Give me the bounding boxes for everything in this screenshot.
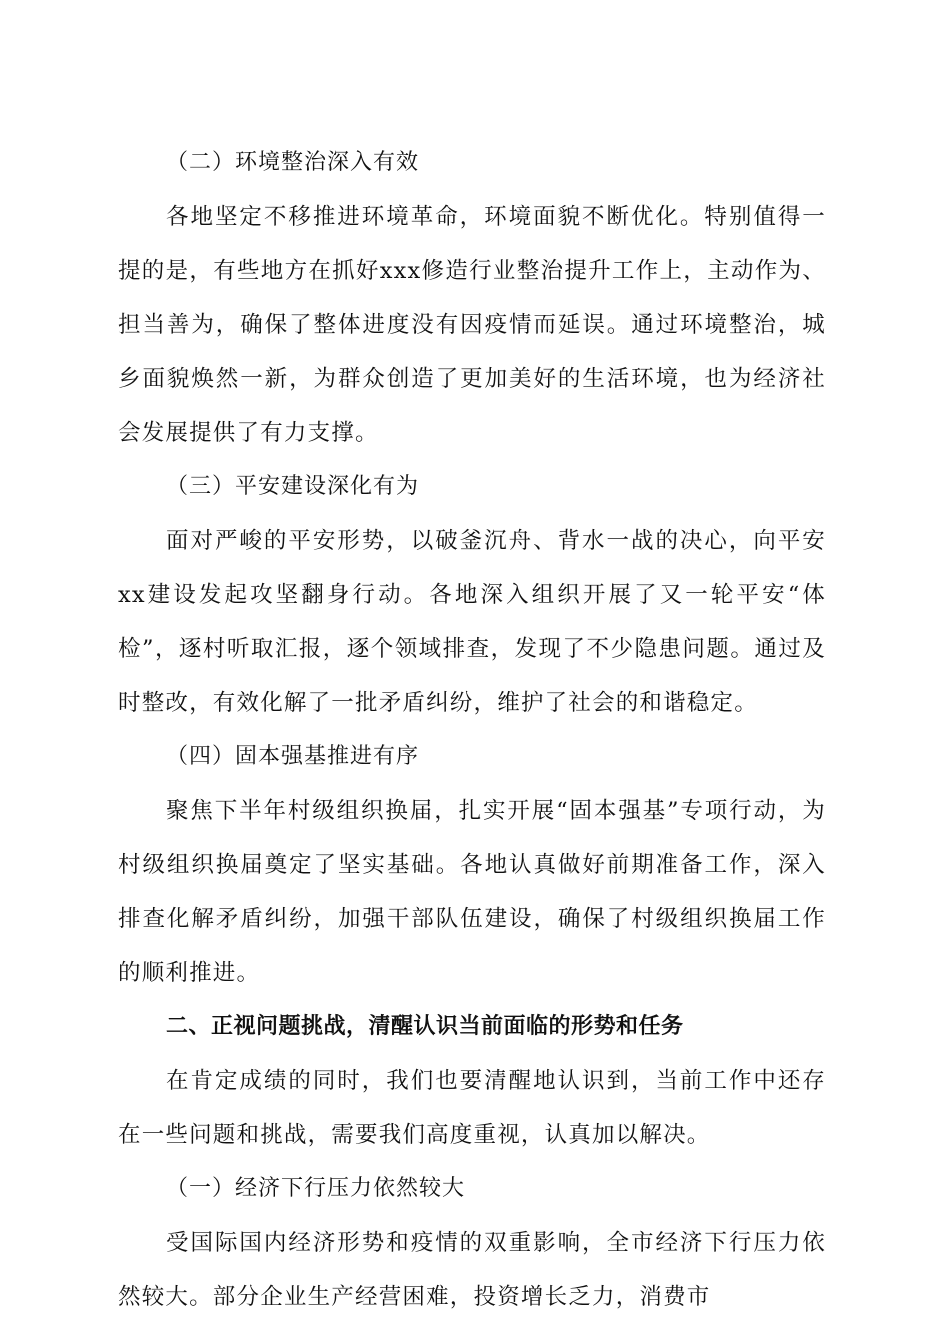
section-paragraph-foundation: 聚焦下半年村级组织换届，扎实开展“固本强基”专项行动，为村级组织换届奠定了坚实基础。各地认真做好前期准备工作，深入排查化解矛盾纠纷，加强干部队伍建设，确保了村级组织换届工作的顺利推进。 (118, 798, 826, 986)
section-paragraph-economy: 受国际国内经济形势和疫情的双重影响，全市经济下行压力依然较大。部分企业生产经营困难，投资增长乏力，消费市 (118, 1230, 826, 1310)
section-paragraph-safety: 面对严峻的平安形势，以破釜沉舟、背水一战的决心，向平安xx建设发起攻坚翻身行动。各地深入组织开展了又一轮平安“体检”，逐村听取汇报，逐个领域排查，发现了不少隐患问题。通过及时整改，有效化解了一批矛盾纠纷，维护了社会的和谐稳定。 (118, 528, 826, 716)
section-heading-safety: （三）平安建设深化有为 (166, 474, 420, 499)
section-heading-foundation: （四）固本强基推进有序 (166, 744, 420, 769)
section-paragraph-environment: 各地坚定不移推进环境革命，环境面貌不断优化。特别值得一提的是，有些地方在抓好xxx修造行业整治提升工作上，主动作为、担当善为，确保了整体进度没有因疫情而延误。通过环境整治，城乡面貌焕然一新，为群众创造了更加美好的生活环境，也为经济社会发展提供了有力支撑。 (118, 204, 826, 446)
part-two-heading: 二、正视问题挑战，清醒认识当前面临的形势和任务 (166, 1014, 684, 1039)
section-heading-environment: （二）环境整治深入有效 (166, 150, 420, 175)
document-body (118, 136, 826, 1324)
section-heading-economy: （一）经济下行压力依然较大 (166, 1176, 466, 1201)
part-two-intro-paragraph: 在肯定成绩的同时，我们也要清醒地认识到，当前工作中还存在一些问题和挑战，需要我们高度重视，认真加以解决。 (118, 1068, 826, 1148)
